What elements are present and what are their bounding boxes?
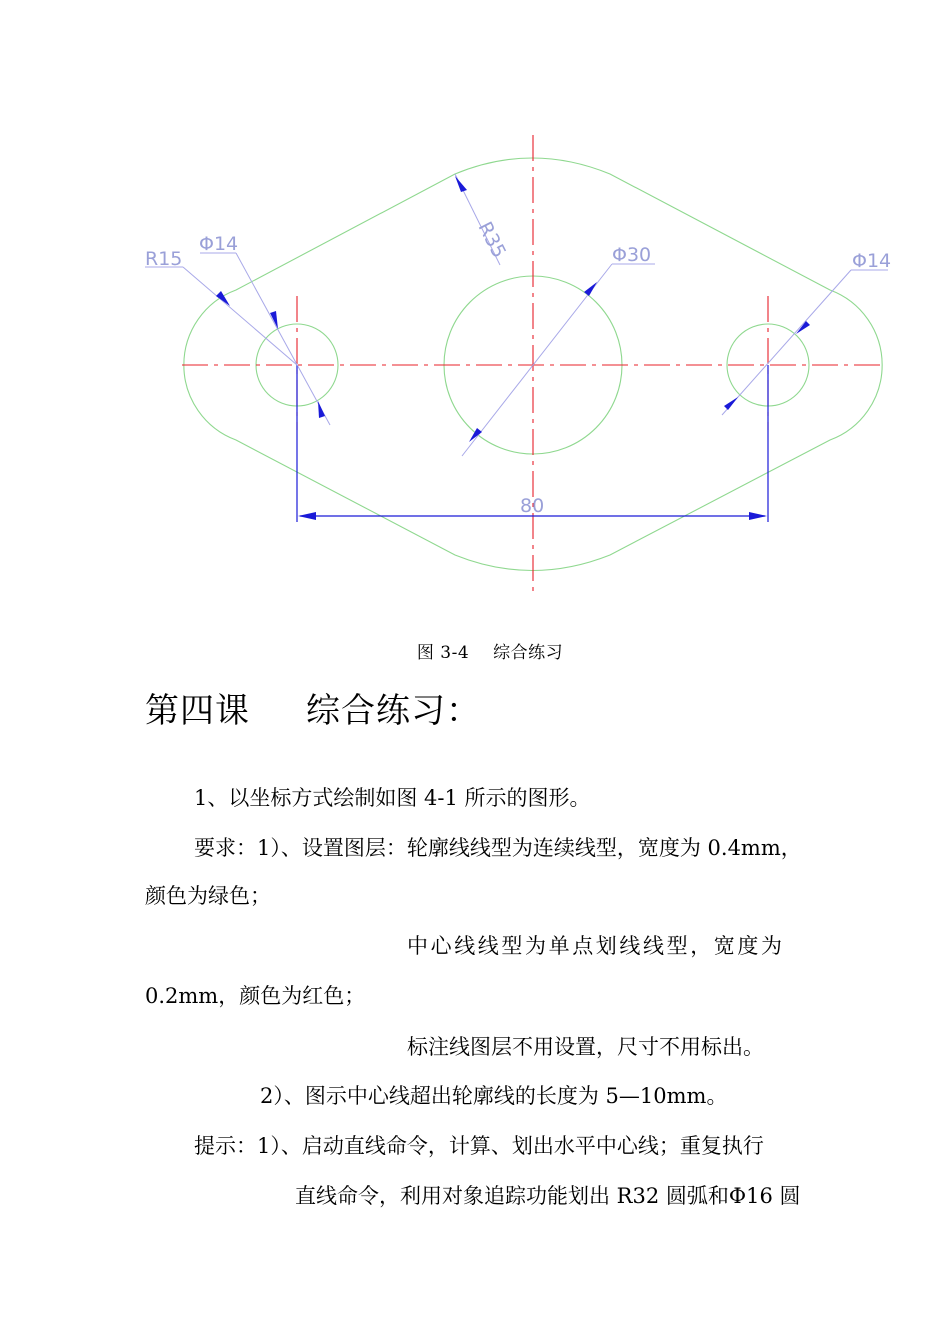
lesson-title: 综合练习： — [306, 691, 481, 731]
requirement-2a: 中心线线型为单点划线线型，宽度为 — [407, 934, 785, 958]
figure-title: 综合练习 — [493, 643, 564, 663]
dim-phi14-right: Φ14 — [852, 250, 892, 272]
dim-arrow-right — [749, 512, 767, 520]
requirement-3: 标注线图层不用设置，尺寸不用标出。 — [407, 1035, 764, 1059]
dim-phi30: Φ30 — [612, 244, 652, 266]
dim-r15: R15 — [145, 248, 183, 270]
figure-number: 图 3-4 — [416, 643, 470, 663]
lesson-number: 第四课 — [145, 691, 250, 731]
dim-phi14-left: Φ14 — [199, 233, 239, 255]
figure-caption — [0, 638, 950, 663]
hint-1: 提示：1）、启动直线命令，计算、划出水平中心线；重复执行 — [194, 1134, 764, 1158]
task-1: 1、以坐标方式绘制如图 4-1 所示的图形。 — [194, 786, 591, 810]
hint-2: 直线命令，利用对象追踪功能划出 R32 圆弧和Φ16 圆 — [295, 1184, 801, 1208]
requirement-2b: 0.2mm，颜色为红色； — [145, 984, 366, 1008]
lesson-heading — [145, 683, 481, 732]
requirement-1a: 要求：1）、设置图层：轮廓线线型为连续线型，宽度为 0.4mm， — [194, 836, 802, 860]
leader-arrows — [216, 176, 810, 442]
dim-r35: R35 — [473, 218, 511, 262]
leader-lines — [145, 174, 888, 456]
requirement-1b: 颜色为绿色； — [145, 884, 271, 908]
center-lines — [182, 135, 882, 595]
dim-80: 80 — [520, 495, 545, 517]
dim-arrow-left — [298, 512, 316, 520]
cad-drawing — [0, 0, 950, 620]
requirement-4: 2）、图示中心线超出轮廓线的长度为 5—10mm。 — [260, 1084, 728, 1108]
